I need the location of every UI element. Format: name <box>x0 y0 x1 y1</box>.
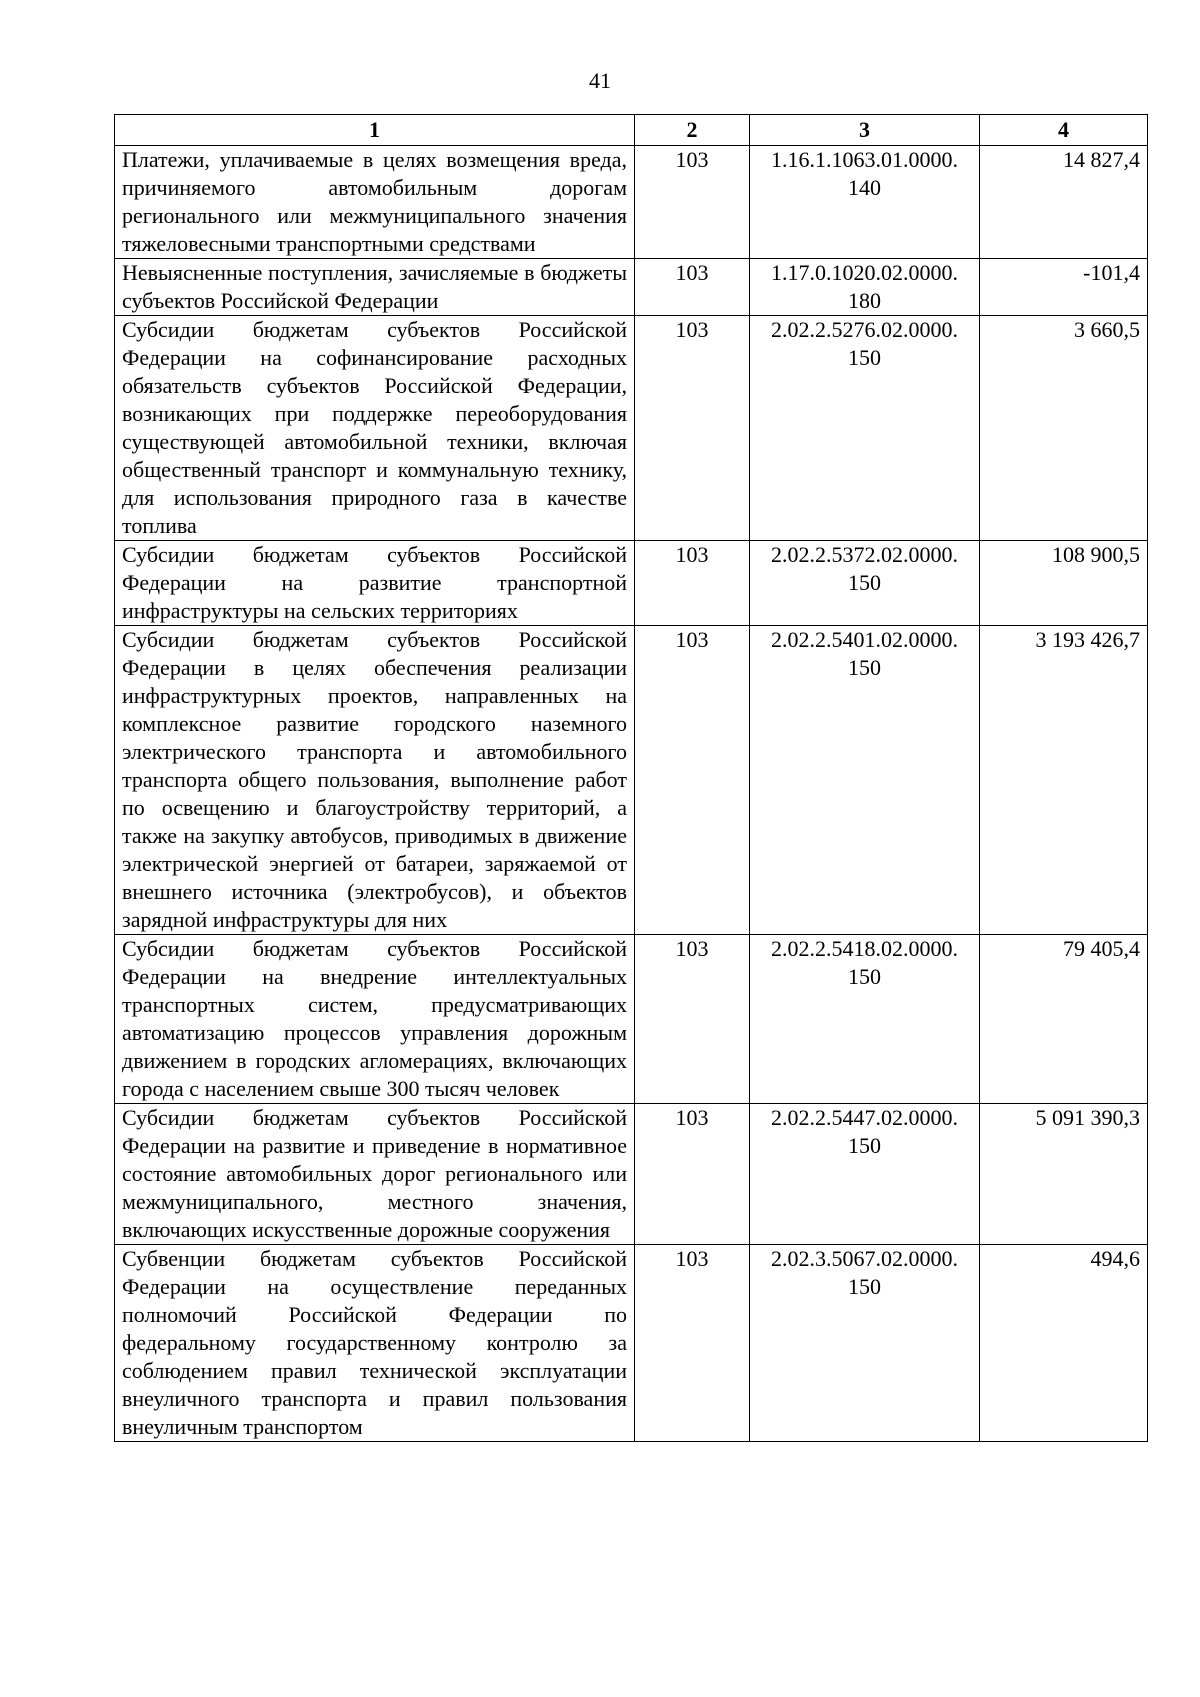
revenue-name-cell: Субсидии бюджетам субъектов Российской Федерации на внедрение интеллектуальных транспортных систем, предусматривающих автоматизацию процессов управления дорожным движением в городских агломерациях, включающих города с населением свыше 300 тысяч человек <box>115 935 635 1104</box>
budget-code-cell: 1.16.1.1063.01.0000. 140 <box>750 146 980 259</box>
budget-code-cell: 2.02.3.5067.02.0000. 150 <box>750 1245 980 1442</box>
revenue-name-cell: Субвенции бюджетам субъектов Российской Федерации на осуществление переданных полномочий Российской Федерации по федеральному государственному контролю за соблюдением правил технической эксплуатации внеуличного транспорта и правил пользования внеуличным транспортом <box>115 1245 635 1442</box>
table-row <box>115 541 1148 626</box>
amount-cell: 5 091 390,3 <box>980 1104 1148 1245</box>
admin-code-cell: 103 <box>635 146 750 259</box>
amount-cell: 14 827,4 <box>980 146 1148 259</box>
revenue-table <box>114 114 1148 1442</box>
budget-code-cell: 2.02.2.5418.02.0000. 150 <box>750 935 980 1104</box>
budget-code-cell: 2.02.2.5447.02.0000. 150 <box>750 1104 980 1245</box>
table-row <box>115 259 1148 316</box>
amount-cell: -101,4 <box>980 259 1148 316</box>
table-row <box>115 935 1148 1104</box>
amount-cell: 3 660,5 <box>980 316 1148 541</box>
amount-cell: 494,6 <box>980 1245 1148 1442</box>
amount-cell: 79 405,4 <box>980 935 1148 1104</box>
admin-code-cell: 103 <box>635 935 750 1104</box>
header-col-1: 1 <box>115 115 635 146</box>
admin-code-cell: 103 <box>635 1245 750 1442</box>
admin-code-cell: 103 <box>635 316 750 541</box>
header-col-3: 3 <box>750 115 980 146</box>
budget-code-cell: 2.02.2.5276.02.0000. 150 <box>750 316 980 541</box>
revenue-name-cell: Субсидии бюджетам субъектов Российской Федерации на софинансирование расходных обязательств субъектов Российской Федерации, возникающих при поддержке переоборудования существующей автомобильной техники, включая общественный транспорт и коммунальную технику, для использования природного газа в качестве топлива <box>115 316 635 541</box>
page-number: 41 <box>589 68 611 93</box>
revenue-name-cell: Невыясненные поступления, зачисляемые в бюджеты субъектов Российской Федерации <box>115 259 635 316</box>
revenue-name-cell: Субсидии бюджетам субъектов Российской Федерации на развитие и приведение в нормативное состояние автомобильных дорог регионального или межмуниципального, местного значения, включающих искусственные дорожные сооружения <box>115 1104 635 1245</box>
amount-cell: 108 900,5 <box>980 541 1148 626</box>
revenue-name-cell: Платежи, уплачиваемые в целях возмещения вреда, причиняемого автомобильным дорогам регионального или межмуниципального значения тяжеловесными транспортными средствами <box>115 146 635 259</box>
table-header <box>115 115 1148 146</box>
admin-code-cell: 103 <box>635 541 750 626</box>
admin-code-cell: 103 <box>635 626 750 935</box>
table-row <box>115 1104 1148 1245</box>
admin-code-cell: 103 <box>635 259 750 316</box>
table-row <box>115 626 1148 935</box>
header-col-2: 2 <box>635 115 750 146</box>
budget-code-cell: 2.02.2.5372.02.0000. 150 <box>750 541 980 626</box>
revenue-name-cell: Субсидии бюджетам субъектов Российской Федерации на развитие транспортной инфраструктуры на сельских территориях <box>115 541 635 626</box>
admin-code-cell: 103 <box>635 1104 750 1245</box>
table-row <box>115 316 1148 541</box>
budget-code-cell: 2.02.2.5401.02.0000. 150 <box>750 626 980 935</box>
header-col-4: 4 <box>980 115 1148 146</box>
table-row <box>115 146 1148 259</box>
table-row <box>115 1245 1148 1442</box>
revenue-name-cell: Субсидии бюджетам субъектов Российской Федерации в целях обеспечения реализации инфраструктурных проектов, направленных на комплексное развитие городского наземного электрического транспорта и автомобильного транспорта общего пользования, выполнение работ по освещению и благоустройству территорий, а также на закупку автобусов, приводимых в движение электрической энергией от батареи, заряжаемой от внешнего источника (электробусов), и объектов зарядной инфраструктуры для них <box>115 626 635 935</box>
budget-code-cell: 1.17.0.1020.02.0000. 180 <box>750 259 980 316</box>
amount-cell: 3 193 426,7 <box>980 626 1148 935</box>
table-body <box>115 146 1148 1442</box>
header-row <box>115 115 1148 146</box>
